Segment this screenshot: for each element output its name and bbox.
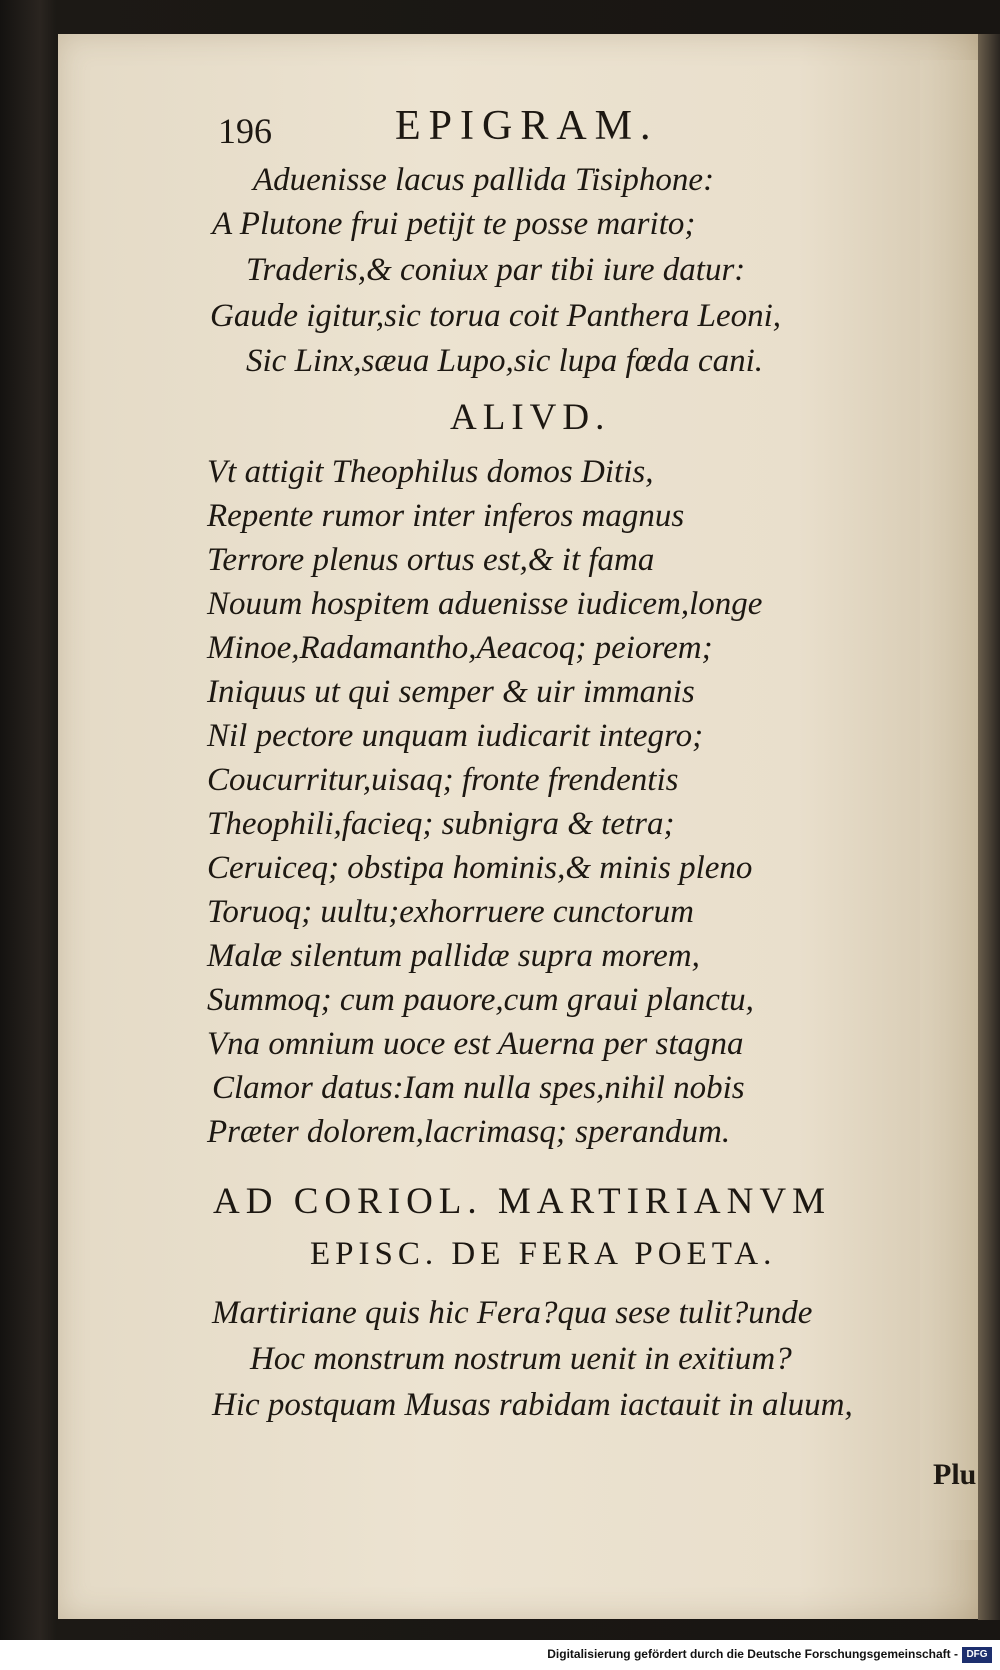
poem-title-continued: EPISC. DE FERA POETA. xyxy=(310,1236,777,1272)
digitization-footer xyxy=(0,1640,1000,1670)
verse-line: Aduenisse lacus pallida Tisiphone: xyxy=(253,162,715,198)
verse-line: Præter dolorem,lacrimasq; sperandum. xyxy=(207,1114,731,1150)
facing-page-bleed xyxy=(920,60,982,1540)
footer-credit: Digitalisierung gefördert durch die Deutsche Forschungsgemeinschaft - xyxy=(547,1647,958,1661)
verse-line: A Plutone frui petijt te posse marito; xyxy=(212,206,696,242)
verse-line: Traderis,& coniux par tibi iure datur: xyxy=(246,252,746,288)
verse-line: Terrore plenus ortus est,& it fama xyxy=(207,542,655,578)
verse-line: Iniquus ut qui semper & uir immanis xyxy=(207,674,695,710)
catchword: Plu xyxy=(933,1458,977,1491)
verse-line: Theophili,facieq; subnigra & tetra; xyxy=(207,806,675,842)
verse-line: Coucurritur,uisaq; fronte frendentis xyxy=(207,762,679,798)
poem-title: ALIVD. xyxy=(450,397,611,438)
page-number: 196 xyxy=(218,111,272,151)
verse-line: Toruoq; uultu;exhorruere cunctorum xyxy=(207,894,695,930)
poem-title: AD CORIOL. MARTIRIANVM xyxy=(213,1181,831,1222)
verse-line: Vt attigit Theophilus domos Ditis, xyxy=(207,454,654,490)
verse-line: Ceruiceq; obstipa hominis,& minis pleno xyxy=(207,850,753,886)
verse-line: Repente rumor inter inferos magnus xyxy=(207,498,685,534)
verse-line: Minoe,Radamantho,Aeacoq; peiorem; xyxy=(207,630,713,666)
verse-line: Hic postquam Musas rabidam iactauit in aluum, xyxy=(212,1387,853,1423)
running-head: EPIGRAM. xyxy=(395,103,659,149)
verse-line: Clamor datus:Iam nulla spes,nihil nobis xyxy=(212,1070,745,1106)
page-fold xyxy=(978,34,1000,1620)
verse-line: Sic Linx,sæua Lupo,sic lupa fœda cani. xyxy=(246,343,764,379)
verse-line: Gaude igitur,sic torua coit Panthera Leoni, xyxy=(210,298,782,334)
verse-line: Summoq; cum pauore,cum graui planctu, xyxy=(207,982,754,1018)
verse-line: Martiriane quis hic Fera?qua sese tulit?unde xyxy=(212,1295,813,1331)
verse-line: Hoc monstrum nostrum uenit in exitium? xyxy=(250,1341,792,1377)
dfg-logo: DFG xyxy=(962,1647,992,1663)
verse-line: Nouum hospitem aduenisse iudicem,longe xyxy=(207,586,763,622)
verse-line: Malæ silentum pallidæ supra morem, xyxy=(207,938,700,974)
verse-line: Vna omnium uoce est Auerna per stagna xyxy=(207,1026,744,1062)
verse-line: Nil pectore unquam iudicarit integro; xyxy=(207,718,704,754)
